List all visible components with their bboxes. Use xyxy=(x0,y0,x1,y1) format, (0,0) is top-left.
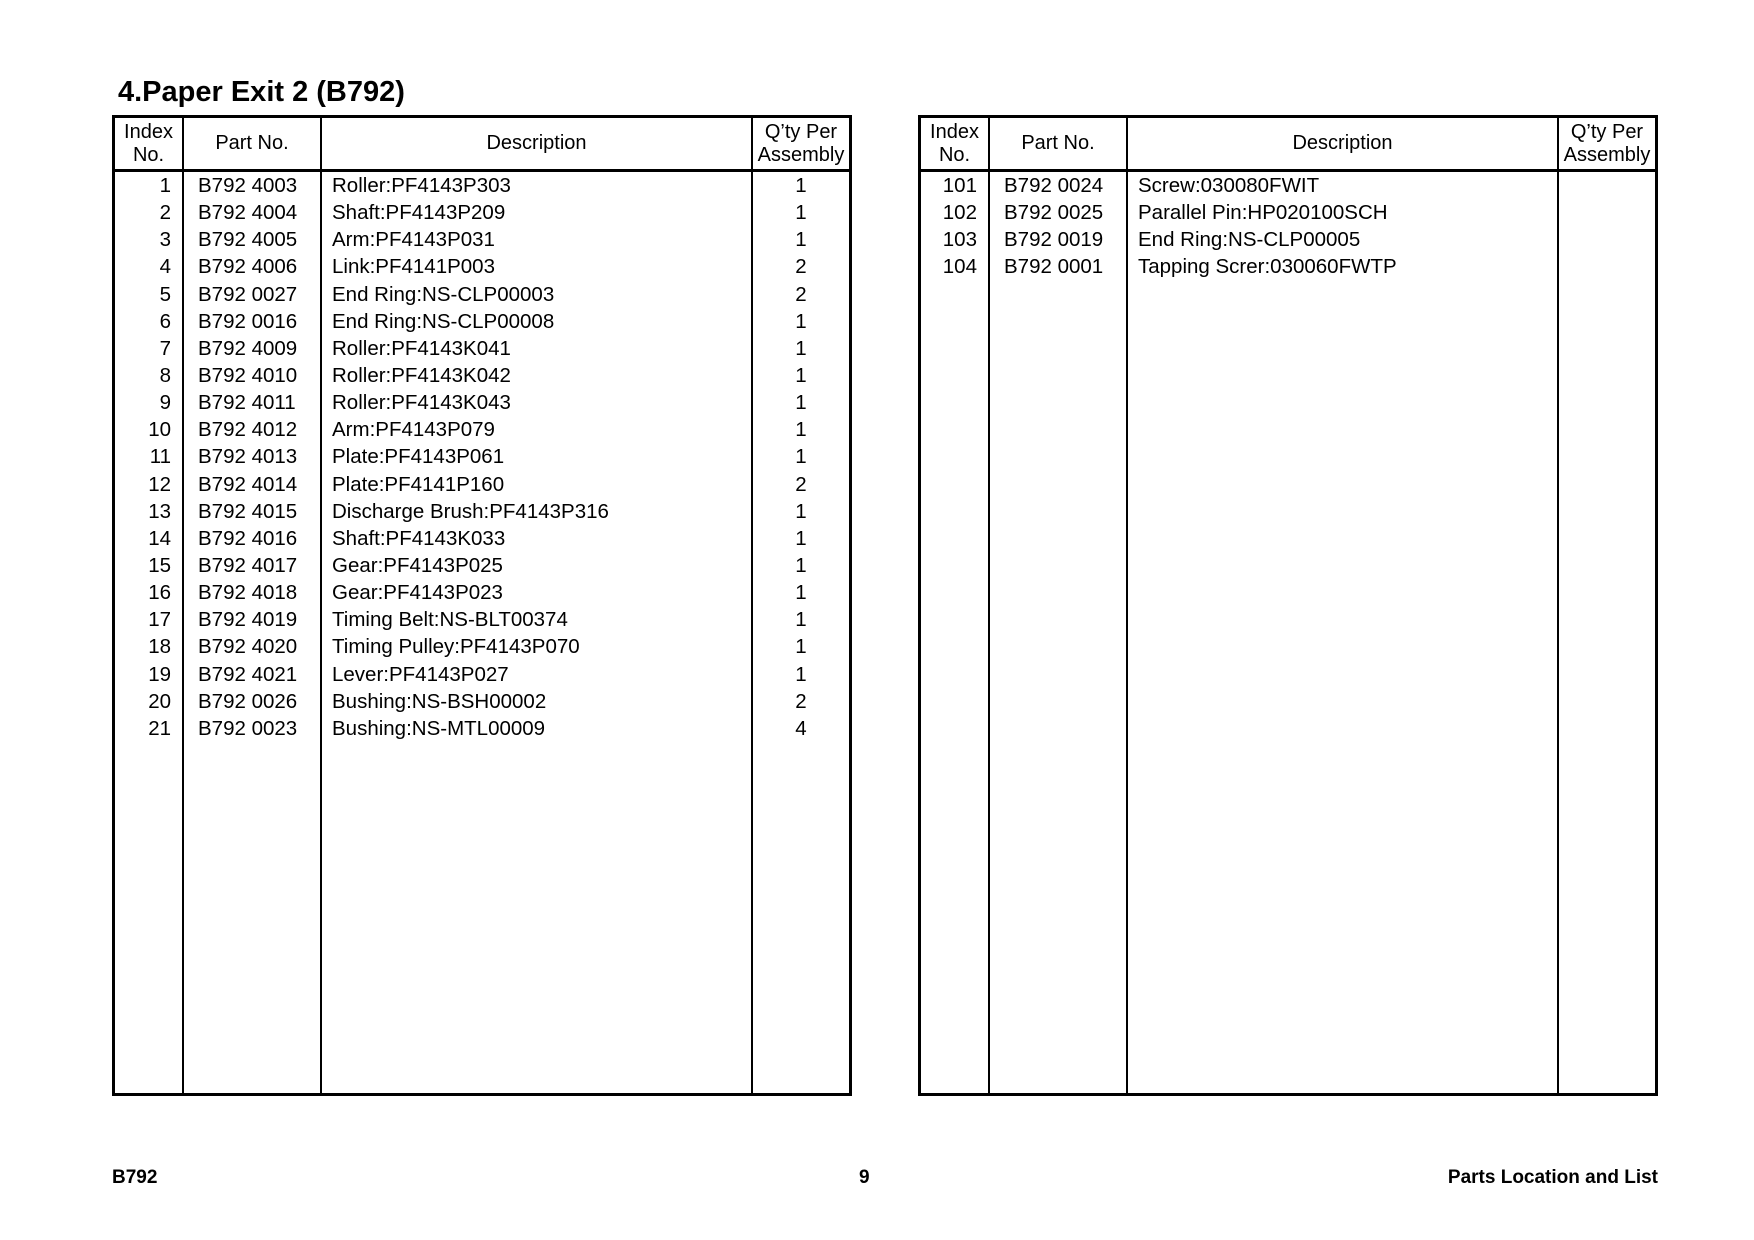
table-row xyxy=(115,552,849,579)
cell-qty: 1 xyxy=(795,581,807,605)
cell-qty: 1 xyxy=(795,553,807,577)
cell-qty: 4 xyxy=(795,716,807,740)
cell-part-no: B792 4011 xyxy=(198,391,296,415)
table-row xyxy=(115,335,849,362)
cell-qty xyxy=(1559,226,1655,253)
cell-description: Screw:030080FWIT xyxy=(1138,174,1320,197)
cell-part-no: B792 4014 xyxy=(198,472,298,496)
cell-part-no: B792 4018 xyxy=(198,581,298,605)
header-qty: Q’ty Per Assembly xyxy=(1563,120,1651,166)
table-row xyxy=(115,633,849,660)
cell-description: Shaft:PF4143K033 xyxy=(332,526,506,550)
cell-description: Arm:PF4143P031 xyxy=(332,228,495,252)
cell-description: Discharge Brush:PF4143P316 xyxy=(332,499,609,523)
cell-qty: 1 xyxy=(795,228,807,252)
cell-qty: 1 xyxy=(795,201,807,225)
cell-index: 1 xyxy=(159,174,171,197)
cell-index: 2 xyxy=(159,201,171,225)
cell-index: 7 xyxy=(159,336,171,360)
parts-table-right xyxy=(918,115,1658,1096)
header-part-no: Part No. xyxy=(1021,132,1095,154)
cell-qty: 1 xyxy=(795,499,807,523)
cell-index: 20 xyxy=(148,689,171,713)
table-row xyxy=(115,416,849,443)
cell-part-no: B792 0001 xyxy=(1004,255,1104,279)
cell-qty: 2 xyxy=(795,689,807,713)
table-body xyxy=(921,172,1655,281)
table-body xyxy=(115,172,849,742)
table-row xyxy=(115,471,849,498)
header-index: Index No. xyxy=(930,120,979,166)
cell-part-no: B792 4003 xyxy=(198,174,298,197)
cell-qty xyxy=(1559,253,1655,280)
cell-part-no: B792 4021 xyxy=(198,662,298,686)
table-row xyxy=(115,199,849,226)
footer-model: B792 xyxy=(112,1167,158,1188)
cell-part-no: B792 4013 xyxy=(198,445,298,469)
table-row xyxy=(115,606,849,633)
cell-qty: 1 xyxy=(795,336,807,360)
table-row xyxy=(921,253,1655,280)
table-row xyxy=(921,172,1655,199)
cell-index: 15 xyxy=(148,553,171,577)
cell-index: 11 xyxy=(149,445,171,469)
cell-part-no: B792 0016 xyxy=(198,309,298,333)
table-row xyxy=(115,498,849,525)
cell-qty xyxy=(1559,199,1655,226)
cell-description: Roller:PF4143K042 xyxy=(332,363,511,387)
cell-index: 104 xyxy=(942,255,977,279)
cell-index: 6 xyxy=(159,309,171,333)
cell-index: 10 xyxy=(148,418,171,442)
header-description: Description xyxy=(1292,132,1393,154)
header-part-no: Part No. xyxy=(215,132,289,154)
parts-table-left xyxy=(112,115,852,1096)
cell-description: Timing Belt:NS-BLT00374 xyxy=(332,608,568,632)
header-index: Index No. xyxy=(124,120,173,166)
cell-qty: 1 xyxy=(795,635,807,659)
cell-part-no: B792 4016 xyxy=(198,526,298,550)
cell-qty: 2 xyxy=(795,472,807,496)
cell-part-no: B792 4004 xyxy=(198,201,298,225)
table-row xyxy=(115,308,849,335)
footer-page-number: 9 xyxy=(859,1167,870,1188)
cell-qty: 1 xyxy=(795,662,807,686)
cell-description: Roller:PF4143K041 xyxy=(332,336,511,360)
cell-qty: 2 xyxy=(795,282,807,306)
cell-part-no: B792 4006 xyxy=(198,255,298,279)
cell-qty: 2 xyxy=(795,255,807,279)
cell-description: Gear:PF4143P025 xyxy=(332,553,503,577)
cell-qty: 1 xyxy=(795,608,807,632)
cell-description: Plate:PF4143P061 xyxy=(332,445,505,469)
cell-qty: 1 xyxy=(795,391,807,415)
cell-index: 16 xyxy=(148,581,171,605)
cell-description: Timing Pulley:PF4143P070 xyxy=(332,635,580,659)
cell-part-no: B792 0025 xyxy=(1004,201,1104,225)
cell-qty: 1 xyxy=(795,309,807,333)
footer-section-title: Parts Location and List xyxy=(1447,1167,1658,1188)
header-description: Description xyxy=(486,132,587,154)
cell-qty: 1 xyxy=(795,445,807,469)
cell-index: 8 xyxy=(159,363,171,387)
cell-part-no: B792 0027 xyxy=(198,282,298,306)
cell-description: Arm:PF4143P079 xyxy=(332,418,495,442)
cell-part-no: B792 4020 xyxy=(198,635,298,659)
table-row xyxy=(115,579,849,606)
cell-part-no: B792 4010 xyxy=(198,363,298,387)
cell-qty: 1 xyxy=(795,526,807,550)
cell-index: 12 xyxy=(148,472,171,496)
cell-qty: 1 xyxy=(795,363,807,387)
cell-part-no: B792 4015 xyxy=(198,499,298,523)
cell-description: Bushing:NS-MTL00009 xyxy=(332,716,546,740)
header-qty: Q’ty Per Assembly xyxy=(757,120,845,166)
cell-index: 103 xyxy=(942,228,977,252)
cell-description: Tapping Screr:030060FWTP xyxy=(1138,255,1397,279)
cell-part-no: B792 0024 xyxy=(1004,174,1104,197)
cell-description: Plate:PF4141P160 xyxy=(332,472,505,496)
cell-part-no: B792 4009 xyxy=(198,336,298,360)
cell-index: 18 xyxy=(148,635,171,659)
cell-description: Bushing:NS-BSH00002 xyxy=(332,689,547,713)
cell-index: 13 xyxy=(148,499,171,523)
table-row xyxy=(115,281,849,308)
cell-part-no: B792 0019 xyxy=(1004,228,1104,252)
table-row xyxy=(115,525,849,552)
cell-description: Parallel Pin:HP020100SCH xyxy=(1138,201,1388,225)
page-title: 4.Paper Exit 2 (B792) xyxy=(118,76,405,108)
cell-index: 21 xyxy=(148,716,171,740)
table-row xyxy=(115,253,849,280)
cell-description: Lever:PF4143P027 xyxy=(332,662,509,686)
cell-part-no: B792 0026 xyxy=(198,689,298,713)
cell-description: Shaft:PF4143P209 xyxy=(332,201,506,225)
cell-index: 17 xyxy=(148,608,171,632)
cell-qty: 1 xyxy=(795,174,807,197)
cell-index: 4 xyxy=(159,255,171,279)
cell-index: 101 xyxy=(942,174,977,197)
cell-description: Link:PF4141P003 xyxy=(332,255,495,279)
table-row xyxy=(115,688,849,715)
table-row xyxy=(115,226,849,253)
table-row xyxy=(115,661,849,688)
table-row xyxy=(115,172,849,199)
table-row xyxy=(921,226,1655,253)
cell-part-no: B792 4019 xyxy=(198,608,298,632)
table-row xyxy=(115,362,849,389)
cell-description: Roller:PF4143P303 xyxy=(332,174,511,197)
cell-part-no: B792 4005 xyxy=(198,228,298,252)
cell-index: 5 xyxy=(159,282,171,306)
cell-part-no: B792 0023 xyxy=(198,716,298,740)
cell-index: 19 xyxy=(148,662,171,686)
cell-index: 102 xyxy=(942,201,977,225)
cell-part-no: B792 4012 xyxy=(198,418,298,442)
cell-part-no: B792 4017 xyxy=(198,553,298,577)
table-row xyxy=(115,715,849,742)
table-row xyxy=(115,443,849,470)
cell-index: 14 xyxy=(148,526,171,550)
cell-description: End Ring:NS-CLP00008 xyxy=(332,309,555,333)
cell-index: 3 xyxy=(159,228,171,252)
cell-qty xyxy=(1559,172,1655,199)
table-row xyxy=(921,199,1655,226)
cell-description: Gear:PF4143P023 xyxy=(332,581,503,605)
table-row xyxy=(115,389,849,416)
cell-description: End Ring:NS-CLP00003 xyxy=(332,282,555,306)
cell-index: 9 xyxy=(159,391,171,415)
cell-qty: 1 xyxy=(795,418,807,442)
cell-description: Roller:PF4143K043 xyxy=(332,391,511,415)
cell-description: End Ring:NS-CLP00005 xyxy=(1138,228,1361,252)
